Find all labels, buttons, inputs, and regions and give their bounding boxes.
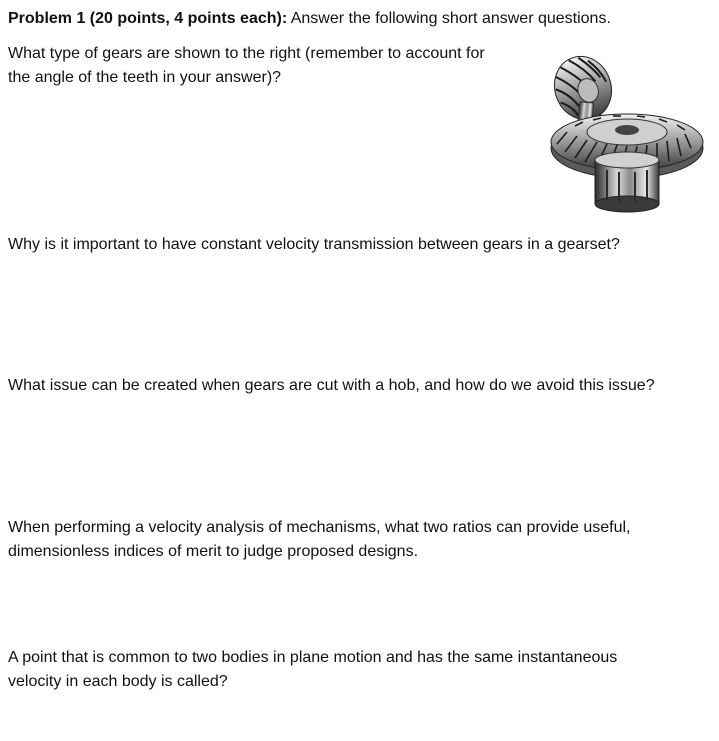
question-3-line-1: What issue can be created when gears are cut with a hob, and how do we avoid this issue?	[8, 377, 655, 394]
question-1-line-2: the angle of the teeth in your answer)?	[8, 69, 282, 86]
bevel-gear-image	[545, 48, 705, 218]
spiral-bevel-gear-pair-icon	[545, 48, 705, 218]
question-4-line-1: When performing a velocity analysis of mechanisms, what two ratios can provide useful,	[8, 519, 631, 536]
problem-header	[8, 7, 611, 31]
question-1-line-1: What type of gears are shown to the right (remember to account for	[8, 45, 485, 62]
question-2-line-1: Why is it important to have constant velocity transmission between gears in a gearset?	[8, 236, 620, 253]
problem-header-bold: Problem 1 (20 points, 4 points each):	[8, 10, 288, 27]
problem-header-rest: Answer the following short answer questions.	[287, 10, 611, 27]
question-4-line-2: dimensionless indices of merit to judge proposed designs.	[8, 543, 419, 560]
question-5-line-1: A point that is common to two bodies in plane motion and has the same instantaneous	[8, 649, 618, 666]
question-5-line-2: velocity in each body is called?	[8, 673, 228, 690]
